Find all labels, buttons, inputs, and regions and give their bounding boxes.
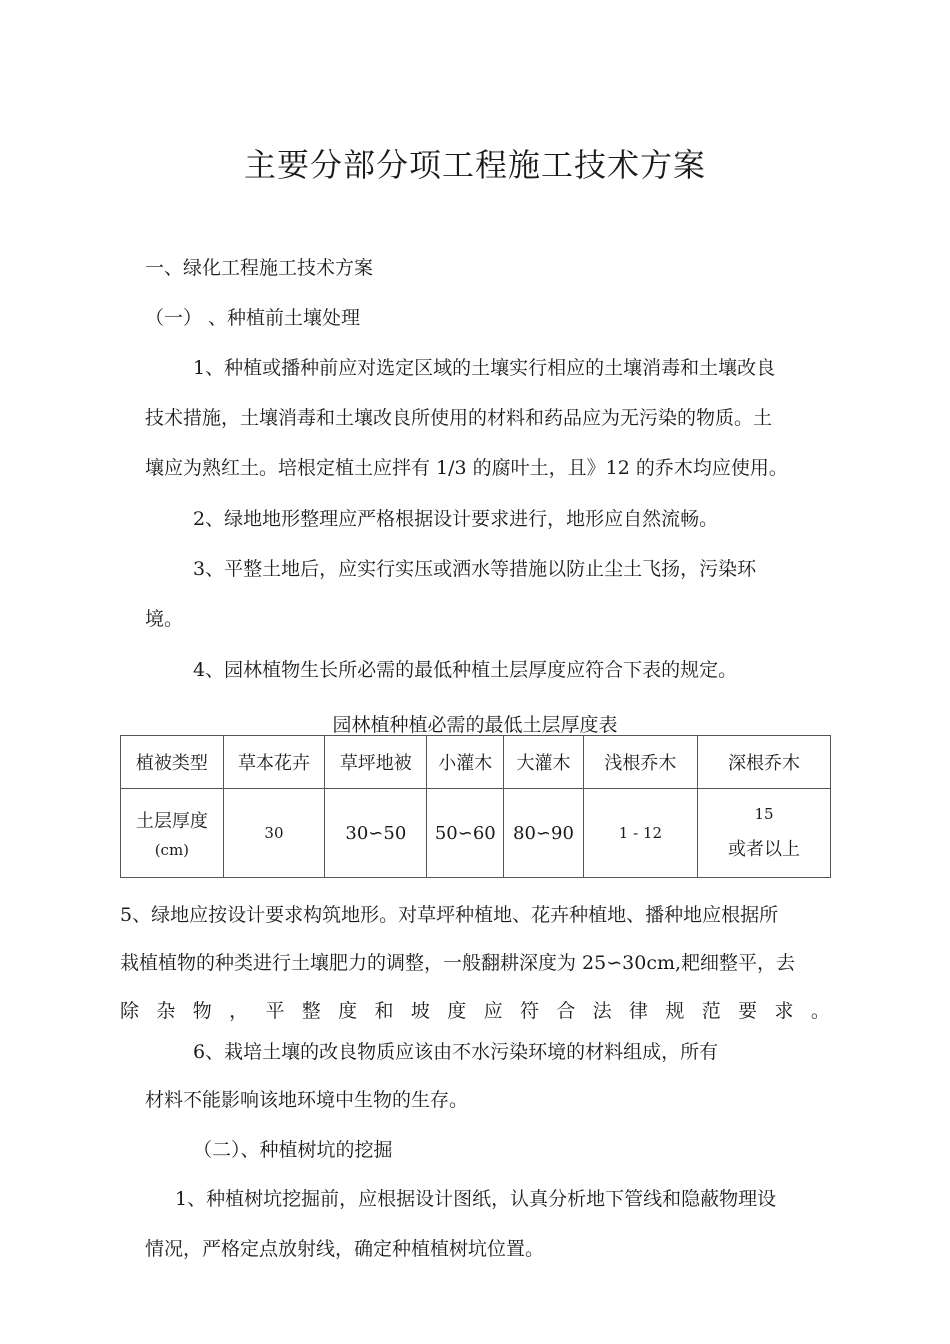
char: 坡 bbox=[410, 1000, 430, 1022]
soil-thickness-table bbox=[120, 735, 831, 878]
char: 律 bbox=[629, 1000, 649, 1022]
paragraph-line: 2、绿地地形整理应严格根据设计要求进行，地形应自然流畅。 bbox=[193, 508, 719, 530]
subsection-heading: （一） 、种植前土壤处理 bbox=[145, 307, 361, 329]
char: 求 bbox=[774, 1000, 794, 1022]
char: ， bbox=[229, 1000, 249, 1022]
section-heading: 一、绿化工程施工技术方案 bbox=[145, 257, 374, 279]
header-cell: 草本花卉 bbox=[223, 736, 324, 789]
paragraph-line: 1、种植或播种前应对选定区域的土壤实行相应的土壤消毒和土壤改良 bbox=[193, 357, 776, 379]
char: 度 bbox=[447, 1000, 467, 1022]
row-label-cell bbox=[121, 789, 224, 878]
paragraph-line: 情况，严格定点放射线，确定种植植树坑位置。 bbox=[145, 1238, 545, 1260]
header-cell: 草坪地被 bbox=[325, 736, 427, 789]
value-cell: 50∽60 bbox=[427, 789, 504, 878]
row-unit: (cm) bbox=[154, 841, 190, 859]
char: 物 bbox=[192, 1000, 212, 1022]
value-cell: 30 bbox=[223, 789, 324, 878]
value-cell: 80∽90 bbox=[504, 789, 584, 878]
table-header-row bbox=[121, 736, 831, 789]
paragraph-line: 技术措施，土壤消毒和土壤改良所使用的材料和药品应为无污染的物质。土 bbox=[145, 407, 773, 429]
header-cell: 浅根乔木 bbox=[583, 736, 697, 789]
char: 整 bbox=[301, 1000, 321, 1022]
char: 除 bbox=[120, 1000, 140, 1022]
header-cell: 深根乔木 bbox=[698, 736, 831, 789]
value-cell bbox=[698, 789, 831, 878]
value-cell: 30∽50 bbox=[325, 789, 427, 878]
paragraph-line: 境。 bbox=[145, 608, 184, 630]
value-cell: 1 - 12 bbox=[583, 789, 697, 878]
char: 。 bbox=[810, 1000, 830, 1022]
char: 和 bbox=[374, 1000, 394, 1022]
subsection-heading: （二）、种植树坑的挖掘 bbox=[193, 1139, 393, 1161]
paragraph-line: 5、绿地应按设计要求构筑地形。对草坪种植地、花卉种植地、播种地应根据所 bbox=[120, 904, 779, 926]
table-caption: 园林植种植必需的最低土层厚度表 bbox=[332, 714, 618, 736]
paragraph-line: 壤应为熟红土。培根定植土应拌有 1/3 的腐叶土，且》12 的乔木均应使用。 bbox=[145, 457, 788, 479]
table-row bbox=[121, 789, 831, 878]
paragraph-line: 4、园林植物生长所必需的最低种植土层厚度应符合下表的规定。 bbox=[193, 659, 738, 681]
justified-line bbox=[120, 999, 830, 1023]
char: 合 bbox=[556, 1000, 576, 1022]
paragraph-line: 1、种植树坑挖掘前，应根据设计图纸，认真分析地下管线和隐蔽物理设 bbox=[175, 1188, 777, 1210]
char: 平 bbox=[265, 1000, 285, 1022]
paragraph-line: 栽植植物的种类进行土壤肥力的调整，一般翻耕深度为 25∽30cm,耙细整平，去 bbox=[120, 952, 796, 974]
char: 要 bbox=[738, 1000, 758, 1022]
char: 符 bbox=[519, 1000, 539, 1022]
char: 规 bbox=[665, 1000, 685, 1022]
deep-value: 15 bbox=[754, 805, 774, 823]
paragraph-line: 材料不能影响该地环境中生物的生存。 bbox=[145, 1089, 469, 1111]
row-label: 土层厚度 bbox=[135, 811, 208, 832]
char: 法 bbox=[592, 1000, 612, 1022]
char: 应 bbox=[483, 1000, 503, 1022]
char: 度 bbox=[338, 1000, 358, 1022]
char: 杂 bbox=[156, 1000, 176, 1022]
header-cell: 植被类型 bbox=[121, 736, 224, 789]
deep-value-note: 或者以上 bbox=[728, 839, 801, 860]
header-cell: 小灌木 bbox=[427, 736, 504, 789]
paragraph-line: 3、平整土地后，应实行实压或洒水等措施以防止尘土飞扬，污染环 bbox=[193, 558, 757, 580]
char: 范 bbox=[701, 1000, 721, 1022]
page-title: 主要分部分项工程施工技术方案 bbox=[243, 146, 706, 184]
header-cell: 大灌木 bbox=[504, 736, 584, 789]
paragraph-line: 6、栽培土壤的改良物质应该由不水污染环境的材料组成，所有 bbox=[193, 1041, 719, 1063]
